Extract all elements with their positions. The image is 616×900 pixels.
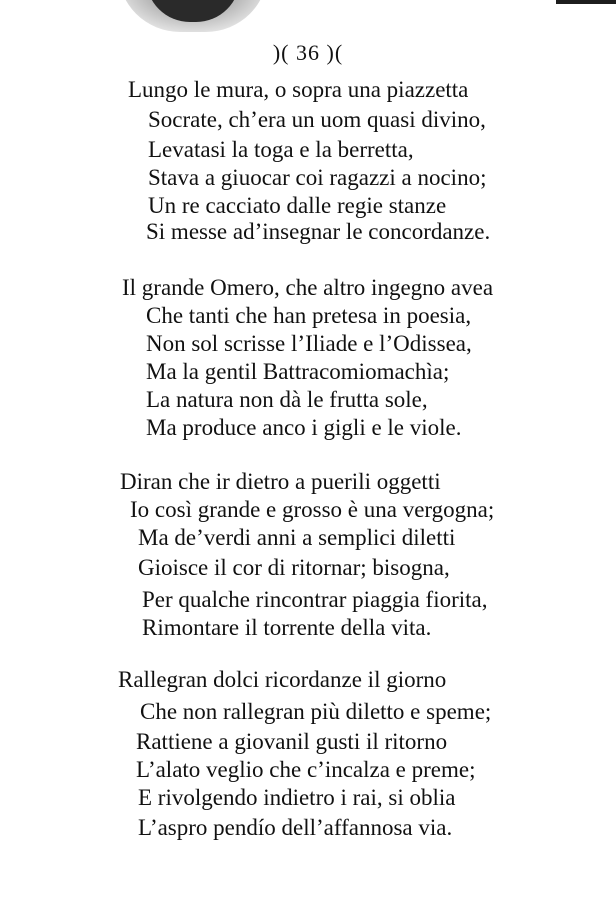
- verse-line: E rivolgendo indietro i rai, si oblia: [138, 785, 456, 810]
- verse-line: Rattiene a giovanil gusti il ritorno: [136, 729, 448, 754]
- verse-line: Non sol scrisse l’Iliade e l’Odissea,: [146, 331, 472, 356]
- verse-line: Gioisce il cor di ritornar; bisogna,: [138, 555, 450, 580]
- verse-line: Rimontare il torrente della vita.: [142, 615, 432, 640]
- verse-line: L’alato veglio che c’incalza e preme;: [136, 757, 476, 782]
- verse-line: Levatasi la toga e la berretta,: [148, 137, 414, 162]
- verse-line: Lungo le mura, o sopra una piazzetta: [128, 77, 469, 102]
- corner-mark: [556, 0, 616, 4]
- verse-line: La natura non dà le frutta sole,: [146, 387, 428, 412]
- verse-line: Il grande Omero, che altro ingegno avea: [122, 275, 494, 300]
- verse-line: Socrate, ch’era un uom quasi divino,: [148, 107, 486, 132]
- verse-line: Che non rallegran più diletto e speme;: [140, 699, 492, 724]
- verse-line: Ma produce anco i gigli e le viole.: [146, 415, 462, 440]
- verse-line: Diran che ir dietro a puerili oggetti: [120, 469, 441, 494]
- verse-line: Ma de’verdi anni a semplici diletti: [138, 525, 456, 550]
- verse-line: Si messe ad’insegnar le concordanze.: [146, 219, 491, 244]
- verse-line: Stava a giuocar coi ragazzi a nocino;: [148, 165, 487, 190]
- verse-line: L’aspro pendío dell’affannosa via.: [138, 815, 453, 840]
- verse-line: Un re cacciato dalle regie stanze: [148, 193, 447, 218]
- verse-line: Io così grande e grosso è una vergogna;: [130, 497, 495, 522]
- verse-line: Rallegran dolci ricordanze il giorno: [118, 667, 447, 692]
- verse-line: Per qualche rincontrar piaggia fiorita,: [142, 587, 488, 612]
- page-number: )( 36 )(: [272, 40, 344, 65]
- verse-line: Ma la gentil Battracomiomachìa;: [146, 359, 450, 384]
- verse-line: Che tanti che han pretesa in poesia,: [146, 303, 472, 328]
